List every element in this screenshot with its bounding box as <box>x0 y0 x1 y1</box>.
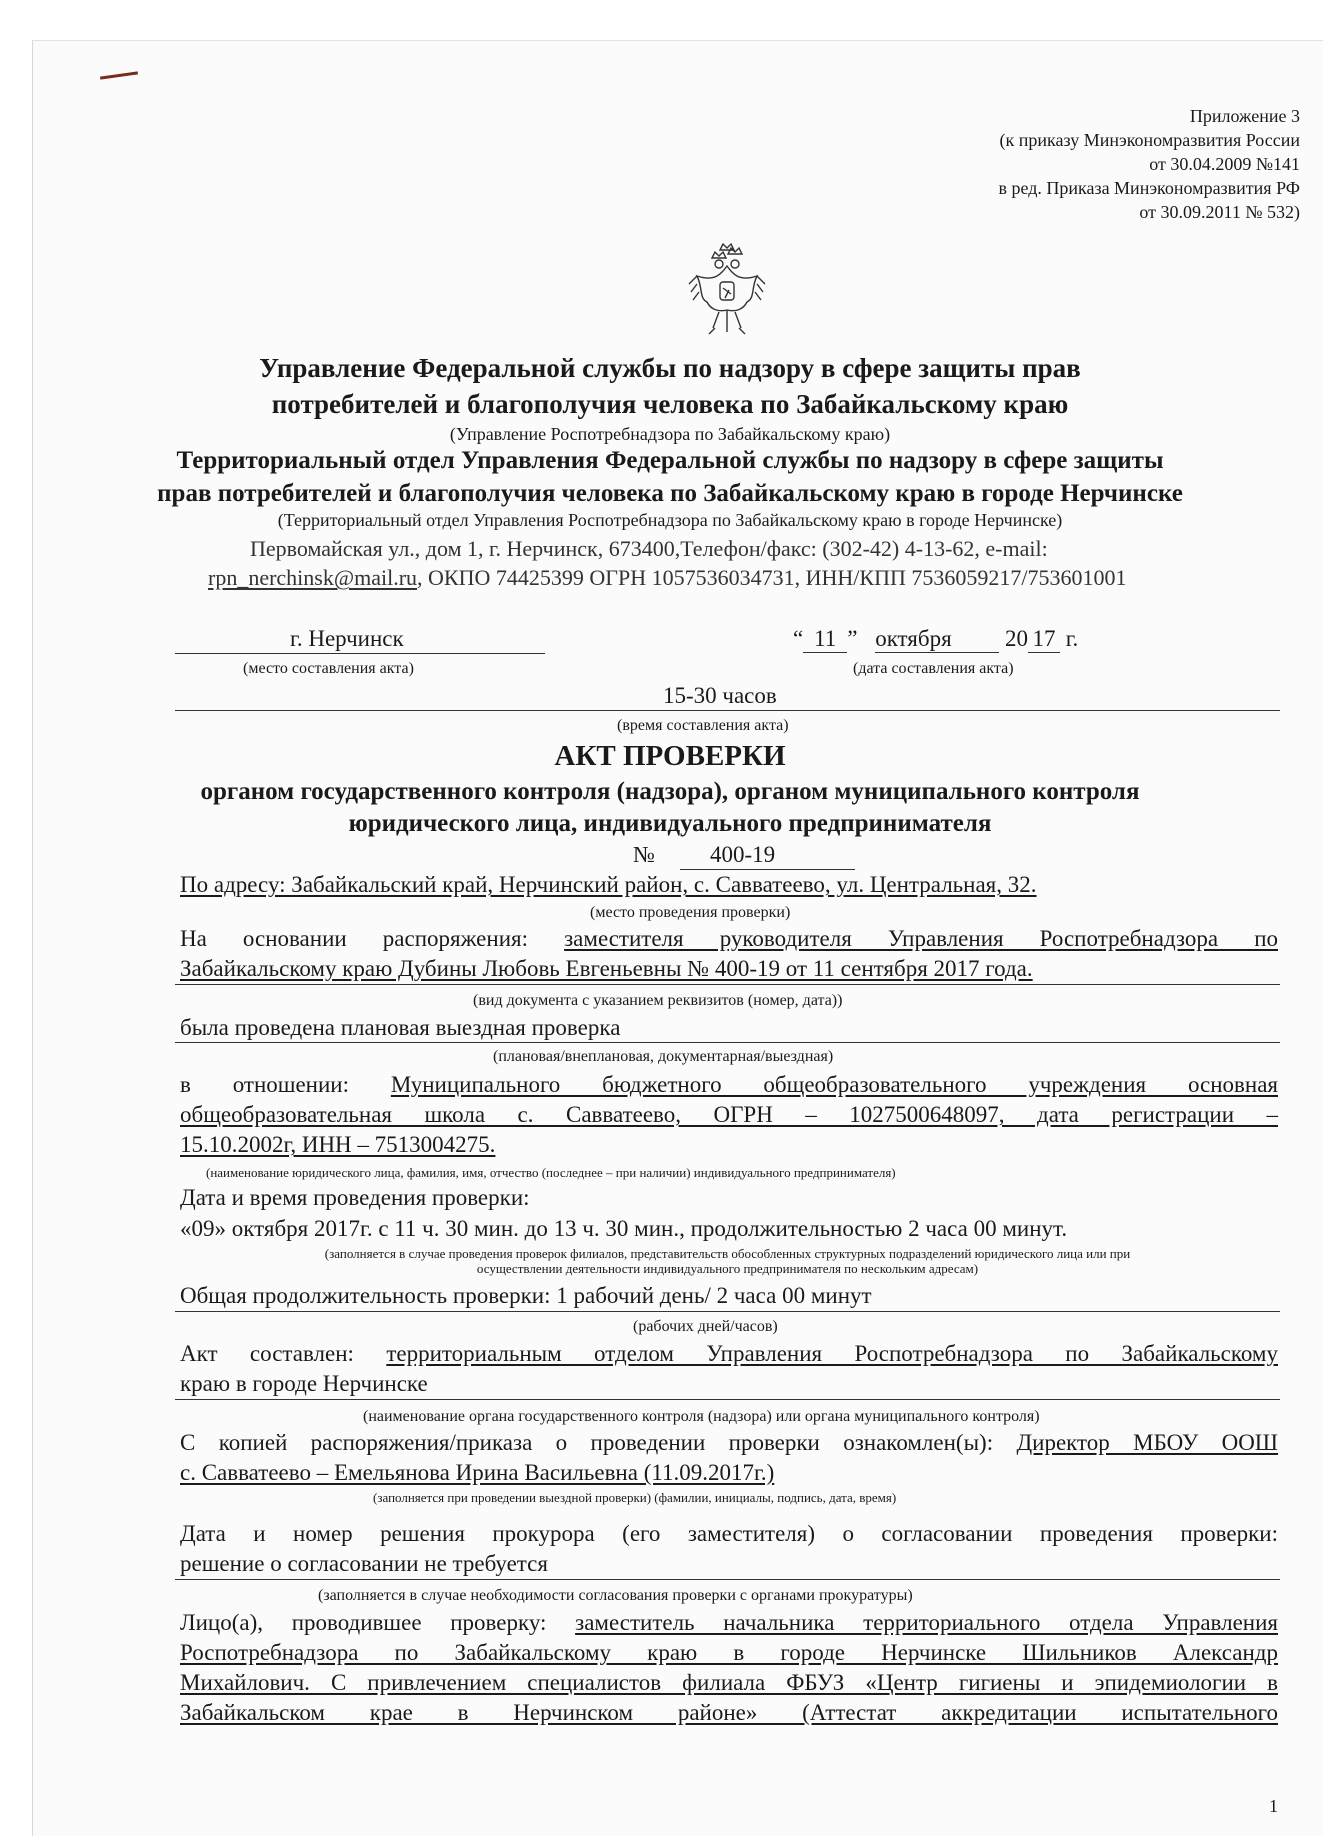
act-subtitle: юридического лица, индивидуального предпринимателя <box>348 810 992 837</box>
time-underline <box>175 710 1280 711</box>
subject-caption: (наименование юридического лица, фамилия, имя, отчество (последнее – при наличии) индивидуального предпринимателя) <box>206 1165 896 1180</box>
acquainted-label: С копией распоряжения/приказа о проведении проверки ознакомлен(ы): <box>180 1430 994 1455</box>
place-value: г. Нерчинск <box>290 626 404 651</box>
date-year-prefix: 20 <box>1004 626 1028 651</box>
subject-line-1 <box>180 1072 1278 1098</box>
date-month: октября <box>875 626 999 653</box>
inspector-label: Лицо(а), проводившее проверку: <box>180 1610 547 1635</box>
appendix-line: (к приказу Минэкономразвития России <box>999 130 1300 150</box>
acquainted-caption: (заполняется при проведении выездной проверки) (фамилии, инициалы, подпись, дата, время) <box>373 1490 897 1505</box>
duration-caption: (рабочих дней/часов) <box>633 1318 778 1335</box>
prosecutor-text: решение о согласовании не требуется <box>180 1551 548 1576</box>
appendix-line: в ред. Приказа Минэкономразвития РФ <box>998 178 1300 198</box>
datetime-caption: осуществлении деятельности индивидуального предпринимателя по нескольким адресам) <box>476 1261 979 1276</box>
appendix-line: Приложение 3 <box>1189 106 1300 126</box>
date-year-suffix: 17 <box>1028 626 1060 653</box>
dept-short-name: (Территориальный отдел Управления Роспотребнадзора по Забайкальскому краю в городе Нерчинске) <box>277 510 1063 530</box>
appendix-block <box>998 104 1300 224</box>
basis-underline <box>175 984 1280 985</box>
act-title: АКТ ПРОВЕРКИ <box>554 740 786 772</box>
datetime-label: Дата и время проведения проверки: <box>180 1185 530 1210</box>
dept-title-line: Территориальный отдел Управления Федеральной службы по надзору в сфере защиты <box>176 447 1164 474</box>
appendix-line: от 30.04.2009 №141 <box>1149 154 1300 174</box>
inspector-text: заместитель начальника территориального отдела Управления <box>575 1610 1278 1635</box>
date-quote-open: “ <box>793 626 804 651</box>
act-number-underline <box>680 869 855 870</box>
date-caption: (дата составления акта) <box>853 660 1014 677</box>
inspection-type-underline <box>175 1042 1280 1043</box>
coat-of-arms-emblem <box>685 240 769 340</box>
time-value: 15-30 часов <box>663 683 777 708</box>
subject-line-3: 15.10.2002г, ИНН – 7513004275. <box>180 1132 496 1157</box>
basis-text: заместителя руководителя Управления Роспотребнадзора по <box>564 926 1278 951</box>
inspection-address-caption: (место проведения проверки) <box>590 904 791 921</box>
inspection-type: была проведена плановая выездная проверка <box>180 1015 621 1040</box>
author-label: Акт составлен: <box>180 1341 354 1366</box>
basis-line-1 <box>180 926 1278 952</box>
act-number: 400-19 <box>710 842 776 867</box>
duration-text: Общая продолжительность проверки: 1 рабочий день/ 2 часа 00 минут <box>180 1283 872 1308</box>
inspector-line-1 <box>180 1610 1278 1636</box>
date-quote-close: ” <box>847 626 858 651</box>
author-underline <box>175 1399 1280 1400</box>
acquainted-text: Директор МБОУ ООШ <box>1016 1430 1279 1455</box>
inspector-line-3: Михайлович. С привлечением специалистов филиала ФБУЗ «Центр гигиены и эпидемиологии в <box>180 1670 1278 1695</box>
org-codes: , ОКПО 74425399 ОГРН 1057536034731, ИНН/КПП 7536059217/753601001 <box>417 565 1127 590</box>
org-address-line: Первомайская ул., дом 1, г. Нерчинск, 673400,Телефон/факс: (302-42) 4-13-62, e-mail: <box>250 536 1048 561</box>
author-caption: (наименование органа государственного контроля (надзора) или органа муниципального контроля) <box>363 1408 1040 1425</box>
prosecutor-underline <box>175 1579 1280 1580</box>
org-short-name: (Управление Роспотребнадзора по Забайкальскому краю) <box>449 424 891 444</box>
subject-label: в отношении: <box>180 1072 349 1097</box>
date-value <box>793 626 1078 653</box>
prosecutor-label: Дата и номер решения прокурора (его заместителя) о согласовании проведения проверки: <box>180 1521 1278 1546</box>
duration-underline <box>175 1311 1280 1312</box>
datetime-caption: (заполняется в случае проведения проверок филиалов, представительств обособленных структурных подразделений юридического лица или при <box>324 1246 1131 1261</box>
place-caption: (место составления акта) <box>243 660 414 677</box>
acquainted-line-2: с. Савватеево – Емельянова Ирина Васильевна (11.09.2017г.) <box>180 1460 775 1485</box>
author-line-1 <box>180 1341 1278 1367</box>
date-day: 11 <box>803 626 847 653</box>
time-caption: (время составления акта) <box>617 717 789 734</box>
author-text: территориальным отделом Управления Роспотребнадзора по Забайкальскому <box>386 1341 1278 1366</box>
subject-text: Муниципального бюджетного общеобразовательного учреждения основная <box>390 1072 1278 1097</box>
org-title-line: Управление Федеральной службы по надзору в сфере защиты прав <box>259 353 1081 383</box>
author-line-2: краю в городе Нерчинске <box>180 1371 428 1396</box>
inspection-address: По адресу: Забайкальский край, Нерчинский район, с. Савватеево, ул. Центральная, 32. <box>180 872 1037 897</box>
inspector-line-2: Роспотребнадзора по Забайкальскому краю в городе Нерчинске Шильников Александр <box>180 1640 1278 1665</box>
prosecutor-caption: (заполняется в случае необходимости согласования проверки с органами прокуратуры) <box>318 1587 913 1604</box>
dept-title-line: прав потребителей и благополучия человека по Забайкальскому краю в городе Нерчинске <box>157 480 1183 507</box>
email-link[interactable]: rpn_nerchinsk@mail.ru <box>208 565 418 590</box>
org-title-line: потребителей и благополучия человека по Забайкальскому краю <box>271 389 1069 419</box>
place-underline <box>175 653 545 654</box>
act-number-label: № <box>633 842 655 867</box>
org-address-line-2 <box>208 565 1126 591</box>
inspector-line-4: Забайкальском крае в Нерчинском районе» (Аттестат аккредитации испытательного <box>180 1700 1278 1725</box>
date-year-unit: г. <box>1065 626 1079 651</box>
acquainted-line-1 <box>180 1430 1278 1456</box>
page-number: 1 <box>1269 1796 1278 1816</box>
basis-caption: (вид документа с указанием реквизитов (номер, дата)) <box>473 992 843 1009</box>
basis-label: На основании распоряжения: <box>180 926 528 951</box>
act-subtitle: органом государственного контроля (надзора), органом муниципального контроля <box>200 778 1140 805</box>
datetime-text: «09» октября 2017г. с 11 ч. 30 мин. до 13 ч. 30 мин., продолжительностью 2 часа 00 минут. <box>180 1216 1068 1241</box>
appendix-line: от 30.09.2011 № 532) <box>1139 202 1300 222</box>
subject-line-2: общеобразовательная школа с. Савватеево, ОГРН – 1027500648097, дата регистрации – <box>180 1102 1278 1127</box>
basis-line-2: Забайкальскому краю Дубины Любовь Евгеньевны № 400-19 от 11 сентября 2017 года. <box>180 956 1033 981</box>
inspection-type-caption: (плановая/внеплановая, документарная/выездная) <box>493 1048 834 1065</box>
